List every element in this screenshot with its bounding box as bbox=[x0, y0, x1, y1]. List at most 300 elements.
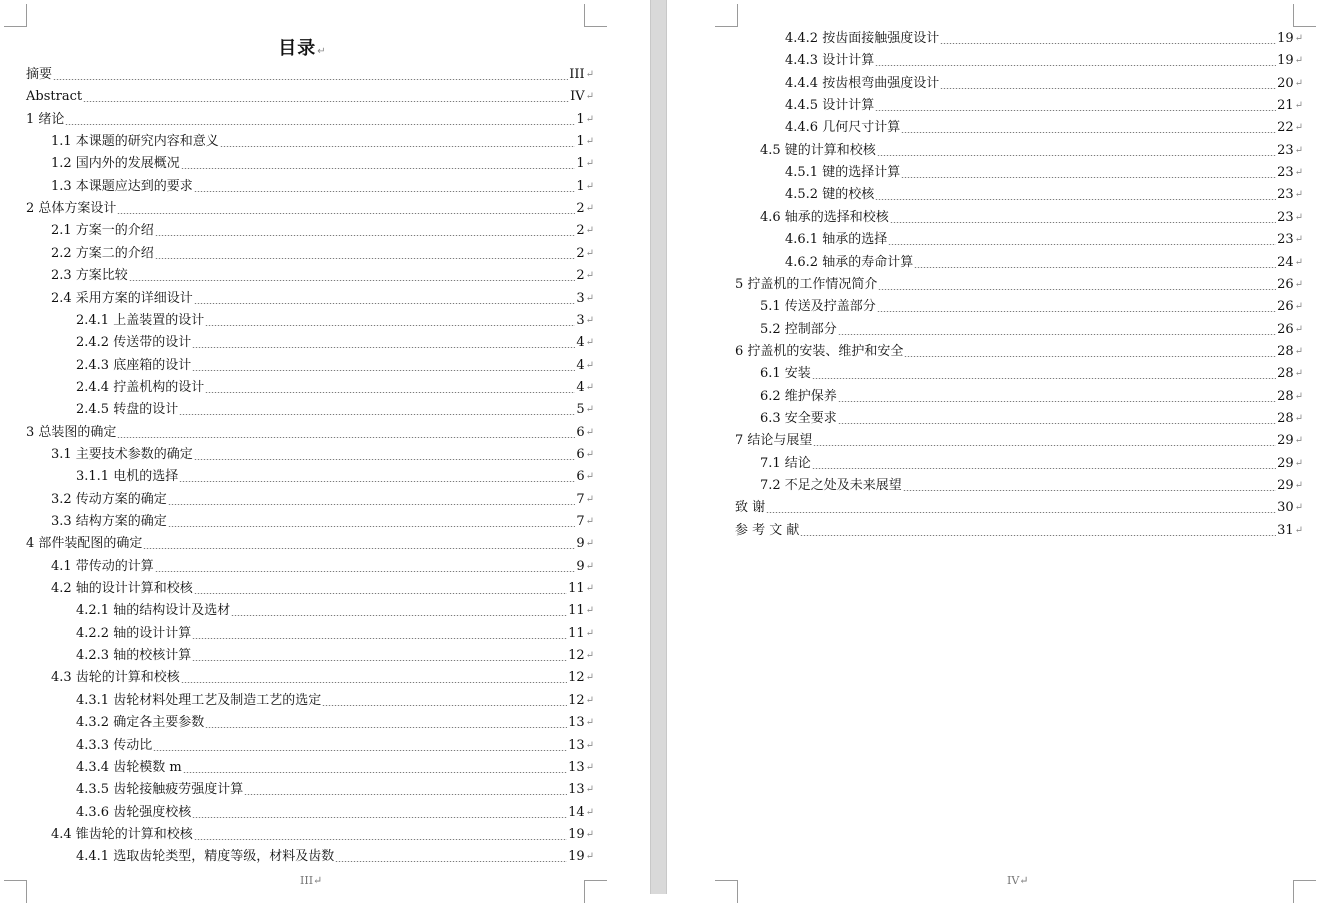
toc-entry-page: 13 bbox=[568, 737, 585, 753]
dot-leader bbox=[890, 222, 1276, 223]
toc-entry-page: 29 bbox=[1277, 433, 1294, 449]
toc-entry[interactable] bbox=[76, 737, 594, 755]
toc-entry-page: 6 bbox=[576, 469, 585, 485]
toc-entry[interactable] bbox=[76, 759, 594, 777]
toc-entry-page: 29 bbox=[1277, 455, 1294, 471]
dot-leader bbox=[192, 370, 575, 371]
toc-entry[interactable] bbox=[76, 401, 594, 419]
dot-leader bbox=[192, 347, 575, 348]
dot-leader bbox=[244, 794, 567, 795]
toc-entry-label: 4.5.2 键的校核 bbox=[785, 187, 875, 203]
dot-leader bbox=[875, 110, 1276, 111]
paragraph-mark: ↵ bbox=[1294, 167, 1303, 179]
dot-leader bbox=[322, 705, 567, 706]
paragraph-mark: ↵ bbox=[585, 828, 594, 840]
toc-entry-label: 2.4 采用方案的详细设计 bbox=[51, 290, 193, 306]
crop-mark bbox=[1293, 4, 1316, 27]
toc-entry[interactable] bbox=[760, 298, 1303, 316]
paragraph-mark: ↵ bbox=[585, 314, 594, 326]
toc-entry-page: 28 bbox=[1277, 410, 1294, 426]
paragraph-mark: ↵ bbox=[585, 381, 594, 393]
toc-entry-label: 1 绪论 bbox=[26, 111, 65, 127]
paragraph-mark: ↵ bbox=[585, 717, 594, 729]
toc-entry-label: 4.5 键的计算和校核 bbox=[760, 142, 876, 158]
crop-mark bbox=[4, 4, 27, 27]
toc-entry-label: 4.2 轴的设计计算和校核 bbox=[51, 581, 193, 597]
toc-entry-page: 3 bbox=[576, 312, 585, 328]
toc-entry[interactable] bbox=[785, 119, 1303, 137]
toc-entry-page: 2 bbox=[576, 268, 585, 284]
toc-entry-label: 2.4.3 底座箱的设计 bbox=[76, 357, 192, 373]
toc-entry-page: 4 bbox=[576, 335, 585, 351]
toc-entry-page: 12 bbox=[568, 670, 585, 686]
paragraph-mark: ↵ bbox=[585, 538, 594, 550]
toc-entry[interactable] bbox=[735, 499, 1303, 517]
toc-entry-label: 摘要 bbox=[26, 67, 53, 82]
dot-leader bbox=[838, 423, 1276, 424]
toc-entry-page: 7 bbox=[576, 491, 585, 507]
toc-entry-page: 20 bbox=[1277, 75, 1294, 91]
paragraph-mark: ↵ bbox=[585, 806, 594, 818]
toc-entry[interactable] bbox=[760, 477, 1303, 495]
dot-leader bbox=[194, 839, 567, 840]
paragraph-mark: ↵ bbox=[585, 337, 594, 349]
paragraph-mark: ↵ bbox=[585, 404, 594, 416]
paragraph-mark: ↵ bbox=[585, 605, 594, 617]
toc-entry[interactable] bbox=[76, 625, 594, 643]
toc-title: 目录↵ bbox=[278, 38, 327, 59]
dot-leader bbox=[179, 414, 575, 415]
paragraph-mark: ↵ bbox=[1294, 412, 1303, 424]
toc-entry[interactable] bbox=[76, 714, 594, 732]
toc-entry-page: 1 bbox=[576, 134, 585, 150]
paragraph-mark: ↵ bbox=[1294, 368, 1303, 380]
toc-entry-page: 19 bbox=[1277, 53, 1294, 69]
dot-leader bbox=[940, 88, 1276, 89]
dot-leader bbox=[838, 401, 1276, 402]
toc-entry-page: 1 bbox=[576, 111, 585, 127]
toc-entry-label: 4.3.5 齿轮接触疲劳强度计算 bbox=[76, 782, 244, 798]
paragraph-mark: ↵ bbox=[585, 247, 594, 259]
toc-entry[interactable] bbox=[760, 455, 1303, 473]
toc-entry-label: 4.5.1 键的选择计算 bbox=[785, 165, 901, 181]
dot-leader bbox=[813, 445, 1276, 446]
toc-entry-page: 9 bbox=[576, 558, 585, 574]
dot-leader bbox=[812, 378, 1276, 379]
paragraph-mark: ↵ bbox=[1294, 77, 1303, 89]
toc-entry-page: 24 bbox=[1277, 254, 1294, 270]
toc-entry-page: 1 bbox=[576, 156, 585, 172]
toc-entry-label: 1.1 本课题的研究内容和意义 bbox=[51, 134, 219, 150]
toc-entry[interactable] bbox=[26, 424, 594, 442]
toc-entry[interactable] bbox=[785, 186, 1303, 204]
toc-entry-label: 4.1 带传动的计算 bbox=[51, 558, 154, 574]
paragraph-mark: ↵ bbox=[585, 426, 594, 438]
toc-entry-page: 13 bbox=[568, 759, 585, 775]
paragraph-mark: ↵ bbox=[585, 672, 594, 684]
toc-entry-label: 4.3 齿轮的计算和校核 bbox=[51, 670, 180, 686]
dot-leader bbox=[205, 727, 567, 728]
toc-entry[interactable] bbox=[785, 30, 1303, 48]
toc-entry[interactable] bbox=[760, 410, 1303, 428]
paragraph-mark: ↵ bbox=[585, 158, 594, 170]
toc-entry-page: 11 bbox=[568, 581, 585, 597]
toc-entry-label: 2.3 方案比较 bbox=[51, 268, 128, 284]
toc-entry[interactable] bbox=[76, 602, 594, 620]
toc-entry-label: 4.4.1 选取齿轮类型，精度等级，材料及齿数 bbox=[76, 849, 335, 865]
dot-leader bbox=[153, 750, 567, 751]
toc-entry[interactable] bbox=[26, 88, 594, 106]
toc-entry-label: 4.6.2 轴承的寿命计算 bbox=[785, 254, 914, 270]
toc-entry-page: 2 bbox=[576, 223, 585, 239]
toc-entry-label: 3.2 传动方案的确定 bbox=[51, 491, 167, 507]
toc-entry-page: 23 bbox=[1277, 232, 1294, 248]
toc-entry-page: 26 bbox=[1277, 276, 1294, 292]
toc-entry-page: 14 bbox=[568, 804, 585, 820]
dot-leader bbox=[904, 356, 1276, 357]
dot-leader bbox=[194, 593, 567, 594]
toc-entry[interactable] bbox=[51, 155, 594, 173]
toc-entry-page: IV bbox=[570, 89, 585, 105]
dot-leader bbox=[65, 124, 575, 125]
toc-entry-label: 2.4.5 转盘的设计 bbox=[76, 402, 179, 418]
toc-entry-label: 1.3 本课题应达到的要求 bbox=[51, 178, 193, 194]
toc-entry[interactable] bbox=[76, 357, 594, 375]
toc-entry-page: 11 bbox=[568, 603, 585, 619]
paragraph-mark: ↵ bbox=[1294, 144, 1303, 156]
crop-mark bbox=[1293, 880, 1316, 903]
dot-leader bbox=[901, 132, 1276, 133]
crop-mark bbox=[715, 4, 738, 27]
paragraph-mark: ↵ bbox=[1294, 323, 1303, 335]
paragraph-mark: ↵ bbox=[585, 851, 594, 863]
toc-entry[interactable] bbox=[785, 254, 1303, 272]
toc-entry-label: 3.3 结构方案的确定 bbox=[51, 514, 167, 529]
toc-entry-label: 2.1 方案一的介绍 bbox=[51, 223, 154, 239]
dot-leader bbox=[53, 79, 568, 80]
toc-entry-page: 12 bbox=[568, 692, 585, 708]
paragraph-mark: ↵ bbox=[585, 694, 594, 706]
toc-entry[interactable] bbox=[76, 312, 594, 330]
dot-leader bbox=[940, 43, 1276, 44]
paragraph-mark: ↵ bbox=[585, 203, 594, 215]
paragraph-mark: ↵ bbox=[1294, 189, 1303, 201]
toc-entry-label: 致 谢 bbox=[735, 500, 766, 516]
toc-entry-page: 4 bbox=[576, 379, 585, 395]
toc-entry-page: 3 bbox=[576, 290, 585, 306]
page-footer-right: IV↵ bbox=[1007, 874, 1029, 887]
dot-leader bbox=[875, 65, 1276, 66]
toc-entry-page: 23 bbox=[1277, 209, 1294, 225]
toc-entry[interactable] bbox=[51, 826, 594, 844]
toc-entry-page: 6 bbox=[576, 424, 585, 440]
dot-leader bbox=[877, 311, 1276, 312]
paragraph-mark: ↵ bbox=[1294, 100, 1303, 112]
dot-leader bbox=[183, 772, 567, 773]
dot-leader bbox=[194, 303, 576, 304]
toc-entry-page: 23 bbox=[1277, 165, 1294, 181]
toc-entry-label: 4.4.6 几何尺寸计算 bbox=[785, 120, 901, 136]
toc-entry-page: 28 bbox=[1277, 343, 1294, 359]
dot-leader bbox=[168, 504, 576, 505]
toc-entry-page: 31 bbox=[1277, 522, 1294, 538]
paragraph-mark: ↵ bbox=[585, 270, 594, 282]
toc-entry[interactable] bbox=[26, 66, 594, 84]
toc-entry-page: 13 bbox=[568, 715, 585, 731]
toc-entry-label: 7.2 不足之处及未来展望 bbox=[760, 478, 902, 493]
toc-entry-page: 5 bbox=[576, 402, 585, 418]
toc-entry-label: 4.6 轴承的选择和校核 bbox=[760, 209, 889, 225]
dot-leader bbox=[194, 459, 576, 460]
dot-leader bbox=[205, 325, 575, 326]
toc-entry[interactable] bbox=[76, 692, 594, 710]
paragraph-mark: ↵ bbox=[585, 292, 594, 304]
toc-entry-page: 1 bbox=[576, 178, 585, 194]
dot-leader bbox=[181, 168, 576, 169]
toc-entry[interactable] bbox=[735, 343, 1303, 361]
toc-entry-page: 26 bbox=[1277, 321, 1294, 337]
toc-entry-label: 5.1 传送及拧盖部分 bbox=[760, 299, 876, 315]
paragraph-mark: ↵ bbox=[585, 69, 594, 80]
toc-entry[interactable] bbox=[785, 52, 1303, 70]
dot-leader bbox=[168, 526, 576, 527]
toc-entry[interactable] bbox=[760, 388, 1303, 406]
toc-entry-page: 12 bbox=[568, 648, 585, 664]
dot-leader bbox=[838, 334, 1276, 335]
toc-entry-label: Abstract bbox=[26, 89, 83, 105]
paragraph-mark: ↵ bbox=[585, 359, 594, 371]
toc-entry-page: 6 bbox=[576, 446, 585, 462]
toc-entry-label: 6.3 安全要求 bbox=[760, 410, 837, 426]
toc-entry-page: 2 bbox=[576, 201, 585, 217]
toc-entry-label: 4.4 锥齿轮的计算和校核 bbox=[51, 826, 193, 842]
toc-entry-page: 30 bbox=[1277, 500, 1294, 516]
toc-entry[interactable] bbox=[760, 321, 1303, 339]
toc-entry[interactable] bbox=[760, 209, 1303, 227]
crop-mark bbox=[584, 4, 607, 27]
toc-entry[interactable] bbox=[785, 231, 1303, 249]
paragraph-mark: ↵ bbox=[1294, 122, 1303, 134]
dot-leader bbox=[903, 490, 1276, 491]
paragraph-mark: ↵ bbox=[585, 650, 594, 662]
toc-entry-label: 5.2 控制部分 bbox=[760, 321, 837, 337]
dot-leader bbox=[220, 146, 576, 147]
toc-entry-page: 11 bbox=[568, 625, 585, 641]
toc-entry[interactable] bbox=[51, 513, 594, 531]
paragraph-mark: ↵ bbox=[1294, 435, 1303, 447]
toc-entry-label: 2.4.1 上盖装置的设计 bbox=[76, 312, 205, 328]
toc-entry-label: 4.4.5 设计计算 bbox=[785, 98, 875, 114]
toc-entry[interactable] bbox=[51, 446, 594, 464]
toc-entry[interactable] bbox=[51, 178, 594, 196]
dot-leader bbox=[800, 535, 1276, 536]
toc-entry[interactable] bbox=[51, 290, 594, 308]
toc-entry[interactable] bbox=[76, 468, 594, 486]
toc-entry-label: 4.3.4 齿轮模数 m bbox=[76, 759, 182, 775]
toc-entry-label: 4 部件装配图的确定 bbox=[26, 536, 143, 552]
toc-entry-page: 26 bbox=[1277, 299, 1294, 315]
crop-mark bbox=[584, 880, 607, 903]
dot-leader bbox=[878, 289, 1276, 290]
toc-entry[interactable] bbox=[735, 276, 1303, 294]
toc-entry-page: 21 bbox=[1277, 98, 1294, 114]
dot-leader bbox=[192, 638, 567, 639]
toc-entry-page: 13 bbox=[568, 782, 585, 798]
toc-entry-page: 9 bbox=[576, 536, 585, 552]
toc-entry-label: 4.6.1 轴承的选择 bbox=[785, 232, 888, 248]
paragraph-mark: ↵ bbox=[1294, 524, 1303, 536]
toc-entry[interactable] bbox=[760, 142, 1303, 160]
toc-entry-label: 4.4.2 按齿面接触强度设计 bbox=[785, 31, 940, 46]
toc-entry[interactable] bbox=[51, 491, 594, 509]
toc-entry-label: 2.2 方案二的介绍 bbox=[51, 245, 154, 261]
toc-entry-label: 6 拧盖机的安装、维护和安全 bbox=[735, 343, 904, 359]
toc-entry-label: 4.2.1 轴的结构设计及选材 bbox=[76, 603, 231, 619]
dot-leader bbox=[766, 512, 1276, 513]
paragraph-mark: ↵ bbox=[585, 627, 594, 639]
toc-entry[interactable] bbox=[76, 334, 594, 352]
dot-leader bbox=[117, 437, 575, 438]
toc-entry-label: 5 拧盖机的工作情况简介 bbox=[735, 276, 878, 292]
toc-entry-page: 2 bbox=[576, 245, 585, 261]
dot-leader bbox=[901, 177, 1276, 178]
toc-entry[interactable] bbox=[760, 365, 1303, 383]
paragraph-mark: ↵ bbox=[1294, 211, 1303, 223]
paragraph-mark: ↵ bbox=[1294, 33, 1303, 44]
toc-entry-label: 7.1 结论 bbox=[760, 455, 811, 471]
paragraph-mark: ↵ bbox=[585, 516, 594, 527]
toc-entry[interactable] bbox=[51, 133, 594, 151]
toc-entry-label: 3.1 主要技术参数的确定 bbox=[51, 446, 193, 462]
page-footer-left: III↵ bbox=[300, 874, 323, 887]
toc-entry[interactable] bbox=[26, 111, 594, 129]
paragraph-mark: ↵ bbox=[585, 739, 594, 751]
dot-leader bbox=[179, 481, 575, 482]
toc-entry[interactable] bbox=[26, 535, 594, 553]
dot-leader bbox=[117, 213, 575, 214]
paragraph-mark: ↵ bbox=[1294, 55, 1303, 67]
paragraph-mark: ↵ bbox=[1294, 278, 1303, 290]
paragraph-mark: ↵ bbox=[1294, 301, 1303, 313]
toc-entry-label: 4.3.6 齿轮强度校核 bbox=[76, 804, 192, 820]
paragraph-mark: ↵ bbox=[585, 448, 594, 460]
toc-entry-page: 7 bbox=[576, 514, 585, 529]
toc-entry-label: 6.2 维护保养 bbox=[760, 388, 837, 404]
dot-leader bbox=[914, 267, 1276, 268]
toc-entry-page: 22 bbox=[1277, 120, 1294, 136]
dot-leader bbox=[335, 861, 567, 862]
paragraph-mark: ↵ bbox=[585, 113, 594, 125]
toc-entry-label: 3.1.1 电机的选择 bbox=[76, 469, 179, 485]
paragraph-mark: ↵ bbox=[585, 583, 594, 595]
toc-entry-page: 19 bbox=[568, 849, 585, 865]
toc-entry-label: 4.3.3 传动比 bbox=[76, 737, 153, 753]
paragraph-mark: ↵ bbox=[585, 91, 594, 103]
toc-entry[interactable] bbox=[785, 164, 1303, 182]
crop-mark bbox=[4, 880, 27, 903]
paragraph-mark: ↵ bbox=[1294, 457, 1303, 469]
toc-entry-label: 4.2.3 轴的校核计算 bbox=[76, 648, 192, 664]
paragraph-mark: ↵ bbox=[1294, 480, 1303, 491]
dot-leader bbox=[155, 235, 576, 236]
dot-leader bbox=[181, 682, 567, 683]
toc-entry-label: 7 结论与展望 bbox=[735, 433, 813, 449]
toc-entry[interactable] bbox=[76, 804, 594, 822]
paragraph-mark: ↵ bbox=[1294, 502, 1303, 514]
toc-entry-label: 4.2.2 轴的设计计算 bbox=[76, 625, 192, 641]
toc-entry-page: 4 bbox=[576, 357, 585, 373]
dot-leader bbox=[192, 817, 567, 818]
dot-leader bbox=[231, 615, 567, 616]
paragraph-mark: ↵ bbox=[585, 180, 594, 192]
paragraph-mark: ↵ bbox=[317, 46, 327, 57]
dot-leader bbox=[192, 660, 567, 661]
toc-entry[interactable] bbox=[76, 781, 594, 799]
toc-entry-label: 6.1 安装 bbox=[760, 366, 811, 382]
paragraph-mark: ↵ bbox=[585, 136, 594, 148]
toc-entry[interactable] bbox=[51, 669, 594, 687]
dot-leader bbox=[194, 191, 576, 192]
paragraph-mark: ↵ bbox=[1294, 256, 1303, 268]
paragraph-mark: ↵ bbox=[585, 784, 594, 796]
right-page bbox=[667, 0, 1323, 894]
toc-entry[interactable] bbox=[51, 245, 594, 263]
toc-entry[interactable] bbox=[51, 580, 594, 598]
paragraph-mark: ↵ bbox=[585, 761, 594, 773]
toc-entry-page: 28 bbox=[1277, 388, 1294, 404]
toc-entry-label: 4.4.4 按齿根弯曲强度设计 bbox=[785, 75, 940, 91]
toc-entry-label: 3 总装图的确定 bbox=[26, 424, 117, 440]
dot-leader bbox=[877, 155, 1276, 156]
toc-entry-page: 19 bbox=[1277, 31, 1294, 46]
toc-entry-label: 参 考 文 献 bbox=[735, 522, 800, 538]
toc-entry-label: 2.4.2 传送带的设计 bbox=[76, 335, 192, 351]
toc-entry[interactable] bbox=[51, 267, 594, 285]
dot-leader bbox=[143, 548, 575, 549]
dot-leader bbox=[205, 392, 575, 393]
toc-entry[interactable] bbox=[785, 75, 1303, 93]
toc-entry[interactable] bbox=[735, 432, 1303, 450]
toc-entry[interactable] bbox=[76, 848, 594, 866]
crop-mark bbox=[715, 880, 738, 903]
toc-entry-page: III bbox=[569, 67, 585, 82]
page-gutter bbox=[650, 0, 667, 894]
toc-entry[interactable] bbox=[51, 558, 594, 576]
dot-leader bbox=[888, 244, 1276, 245]
toc-entry[interactable] bbox=[51, 222, 594, 240]
toc-entry[interactable] bbox=[76, 647, 594, 665]
toc-entry[interactable] bbox=[26, 200, 594, 218]
paragraph-mark: ↵ bbox=[1294, 234, 1303, 246]
dot-leader bbox=[129, 280, 576, 281]
toc-entry-label: 2.4.4 拧盖机构的设计 bbox=[76, 379, 205, 395]
toc-entry[interactable] bbox=[785, 97, 1303, 115]
toc-entry-label: 1.2 国内外的发展概况 bbox=[51, 156, 180, 172]
paragraph-mark: ↵ bbox=[585, 560, 594, 572]
dot-leader bbox=[875, 199, 1276, 200]
paragraph-mark: ↵ bbox=[585, 471, 594, 483]
toc-entry-page: 28 bbox=[1277, 366, 1294, 382]
paragraph-mark: ↵ bbox=[1294, 345, 1303, 357]
toc-entry[interactable] bbox=[735, 522, 1303, 540]
toc-entry-label: 4.4.3 设计计算 bbox=[785, 53, 875, 69]
toc-entry-page: 23 bbox=[1277, 142, 1294, 158]
toc-entry[interactable] bbox=[76, 379, 594, 397]
dot-leader bbox=[83, 101, 569, 102]
paragraph-mark: ↵ bbox=[585, 493, 594, 505]
paragraph-mark: ↵ bbox=[585, 225, 594, 237]
toc-entry-page: 29 bbox=[1277, 478, 1294, 493]
